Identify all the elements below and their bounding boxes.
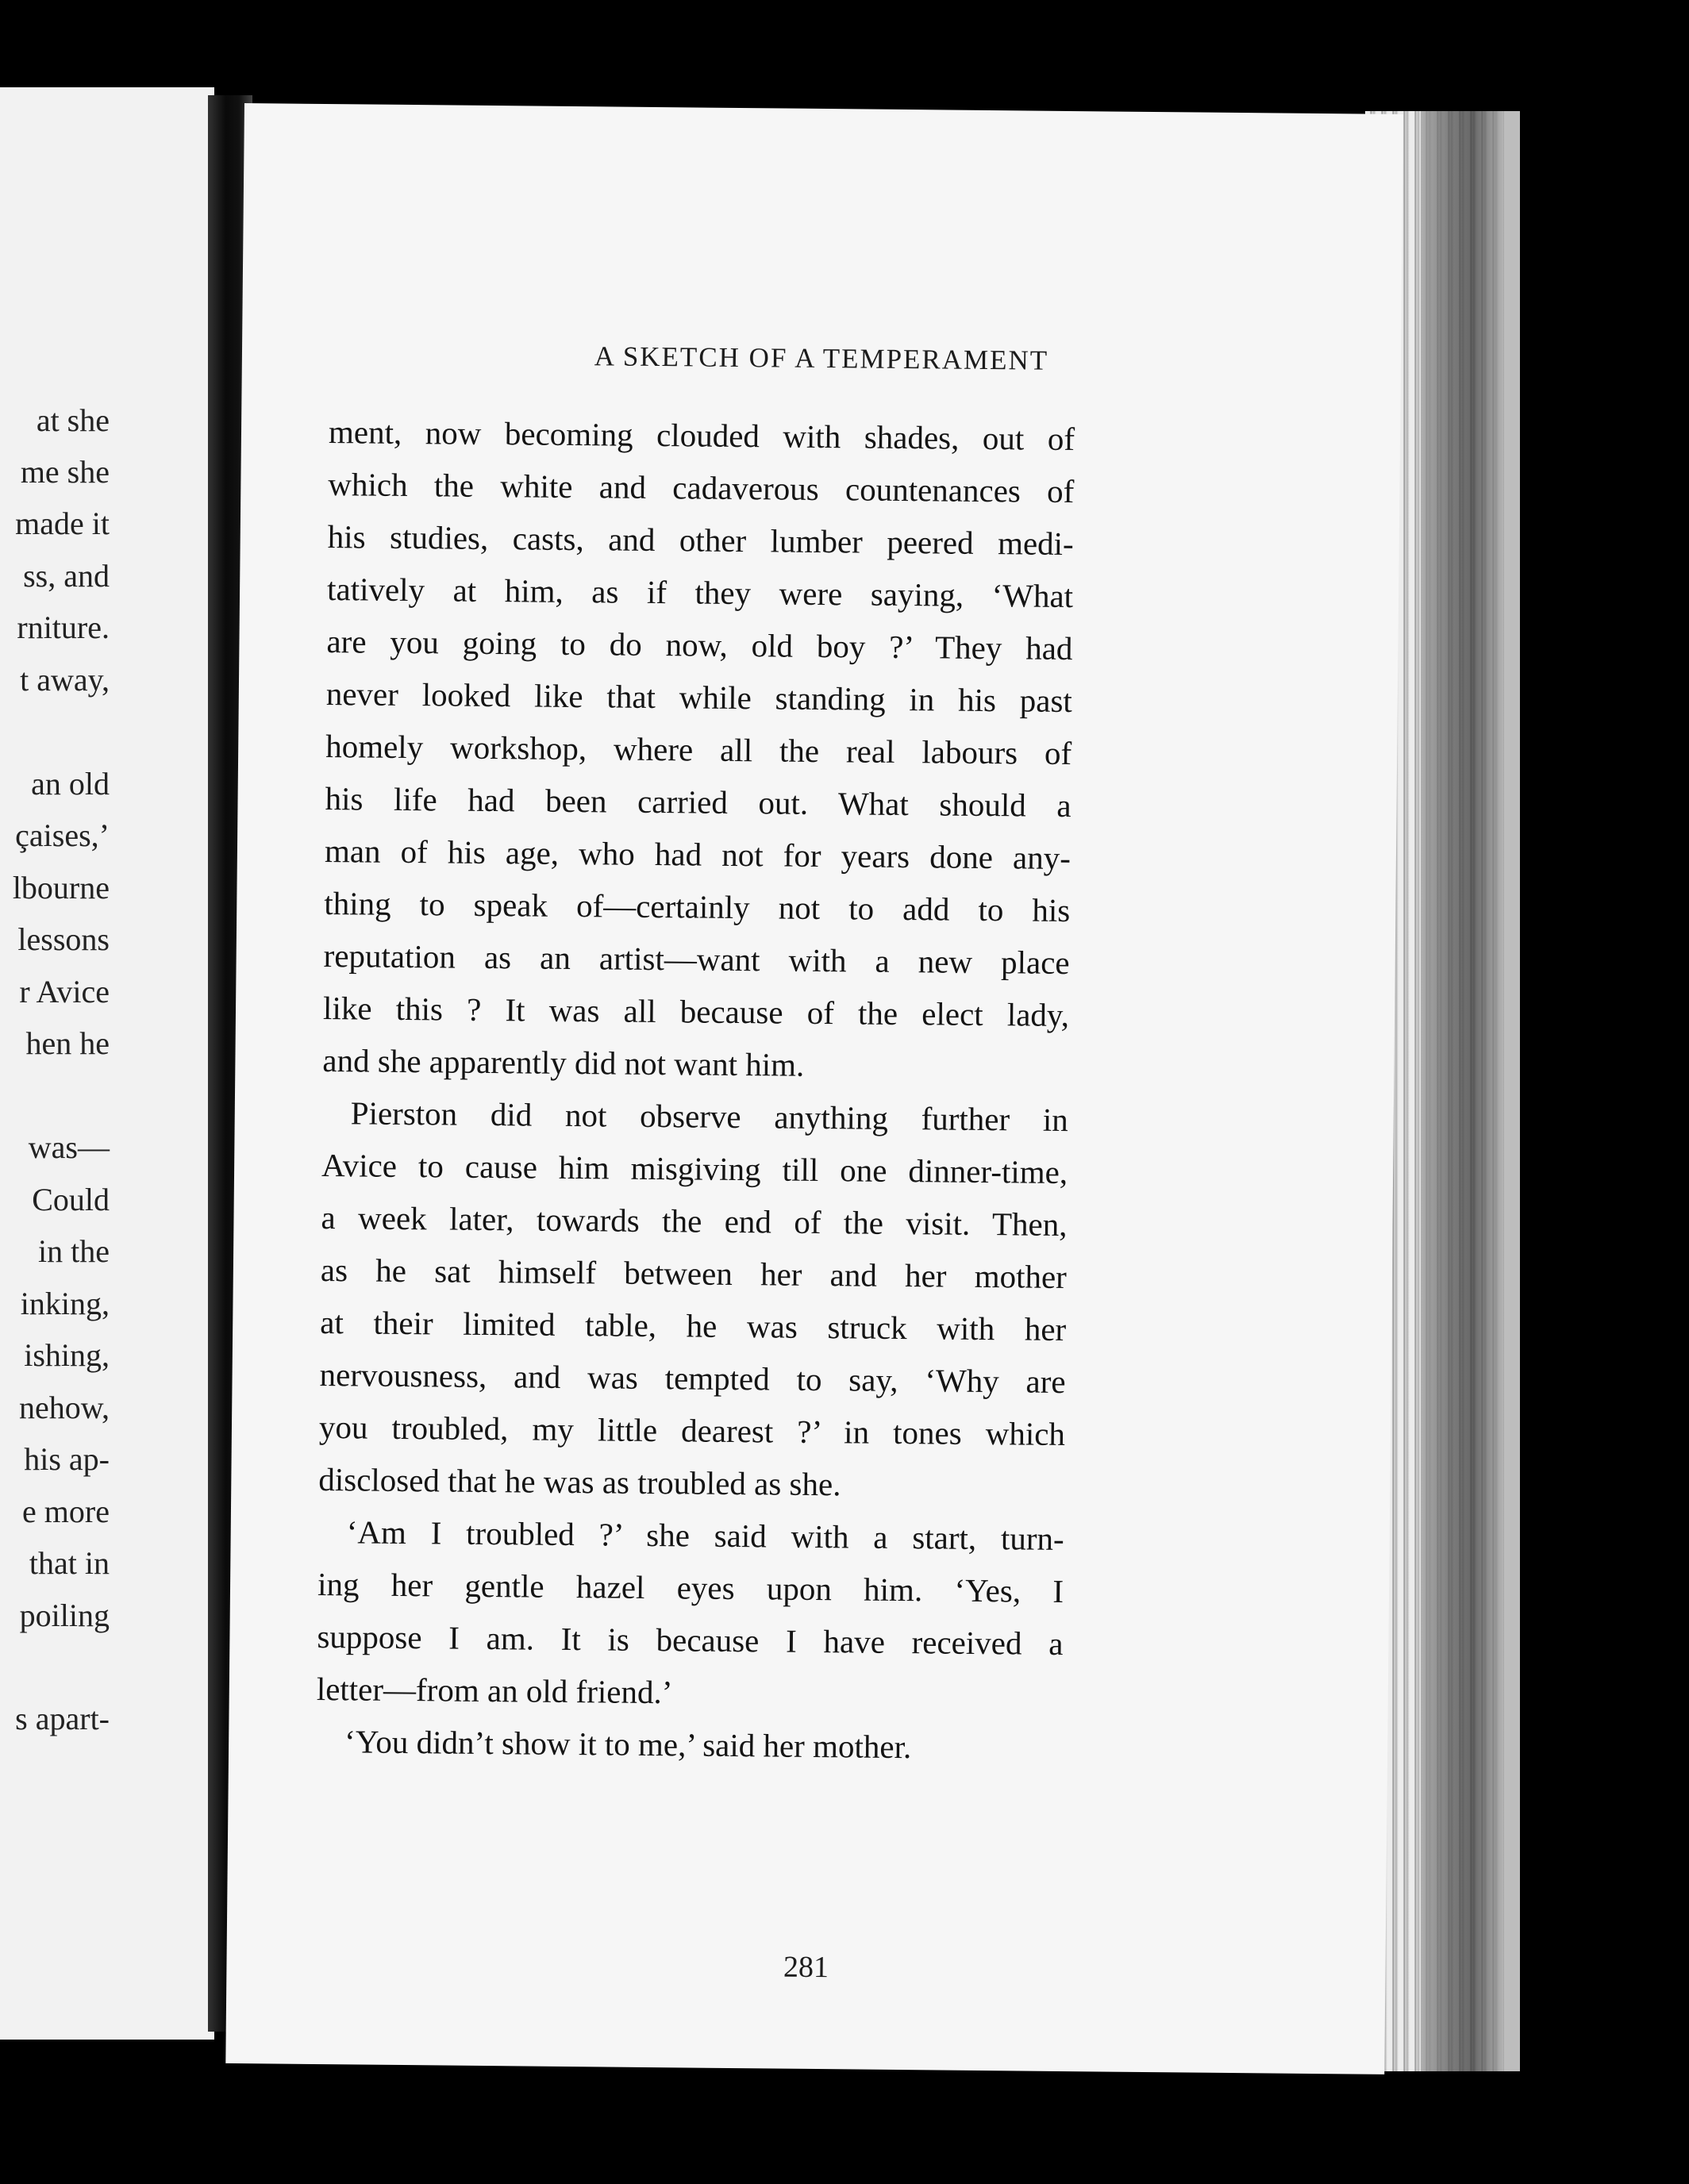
text-line: disclosed that he was as troubled as she. (318, 1460, 841, 1503)
left-page: at she me she made it ss, and rniture. t away, an old çaises,’ lbourne lessons r Avice hen he was— Could in the inking, ishing, nehow, his ap- e more that in poiling s apart- (0, 87, 214, 2040)
text-line: a week later, towards the end of the visit. Then, (321, 1198, 1068, 1244)
page-edges-shadow (1421, 111, 1516, 2071)
text-line: letter—from an old friend.’ (316, 1670, 673, 1711)
text-line: at their limited table, he was struck with her (320, 1303, 1067, 1348)
text-line: his studies, casts, and other lumber peered medi- (327, 518, 1074, 563)
text-line: ment, now becoming clouded with shades, out of (328, 413, 1075, 458)
text-line: reputation as an artist—want with a new place (323, 937, 1070, 982)
text-line: Pierston did not observe anything further in (350, 1094, 1068, 1139)
text-line: nervousness, and was tempted to say, ‘Why are (319, 1355, 1066, 1401)
text-line: thing to speak of—certainly not to add to his (324, 885, 1071, 929)
text-line: man of his age, who had not for years done any- (324, 832, 1071, 877)
text-line: and she apparently did not want him. (322, 1042, 805, 1083)
running-head: A SKETCH OF A TEMPERAMENT (594, 340, 1049, 376)
text-line: tatively at him, as if they were saying, ‘What (326, 571, 1074, 615)
text-line: ‘Am I troubled ?’ she said with a start, turn- (346, 1513, 1064, 1557)
text-line: never looked like that while standing in his past (325, 675, 1073, 720)
text-line: his life had been carried out. What should a (325, 780, 1071, 825)
text-line: which the white and cadaverous countenances of (328, 466, 1075, 510)
text-line: Avice to cause him misgiving till one dinner-time, (321, 1146, 1068, 1191)
text-line: are you going to do now, old boy ?’ They had (326, 623, 1073, 667)
text-line: ing her gentle hazel eyes upon him. ‘Yes, I (317, 1565, 1064, 1609)
right-page (225, 103, 1403, 2074)
text-line: homely workshop, where all the real labours of (325, 728, 1072, 772)
text-line: ‘You didn’t show it to me,’ said her mother. (344, 1723, 912, 1766)
page-number: 281 (783, 1950, 829, 1985)
text-line: as he sat himself between her and her mother (320, 1251, 1068, 1296)
text-line: suppose I am. It is because I have received a (317, 1617, 1064, 1662)
text-line: you troubled, my little dearest ?’ in tones which (318, 1408, 1066, 1453)
text-line: like this ? It was all because of the elect lady, (322, 990, 1070, 1034)
body-text (316, 406, 1075, 1774)
cover-edge (1504, 111, 1520, 2071)
